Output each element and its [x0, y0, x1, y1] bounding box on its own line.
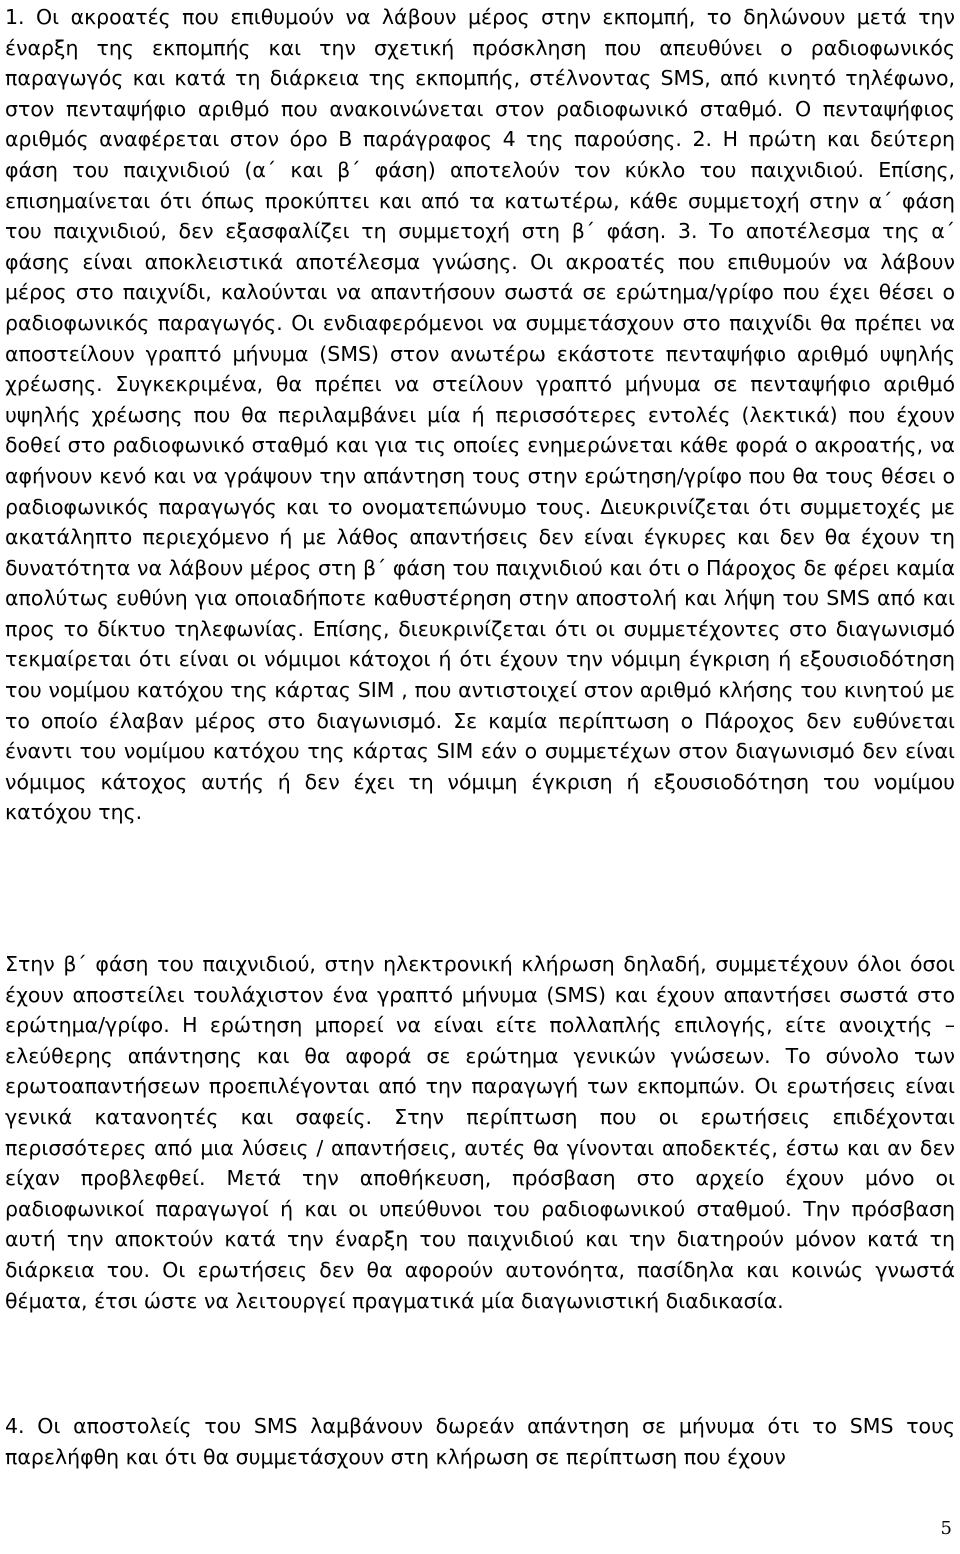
page-number: 5: [940, 1518, 952, 1539]
paragraph-rules-1-3: 1. Οι ακροατές που επιθυμούν να λάβουν μέρος στην εκπομπή, το δηλώνουν μετά την έναρξη της εκπομπής και την σχετική πρόσκληση που απευθύνει ο ραδιοφωνικός παραγωγός και κατά τη διάρκεια της εκπομπής, στέλνοντας SMS, από κινητό τηλέφωνο, στον πενταψήφιο αριθμό που ανακοινώνεται στον ραδιοφωνικό σταθμό. Ο πενταψήφιος αριθμός αναφέρεται στον όρο Β παράγραφος 4 της παρούσης. 2. Η πρώτη και δεύτερη φάση του παιχνιδιού (α΄ και β΄ φάση) αποτελούν τον κύκλο του παιχνιδιού. Επίσης, επισημαίνεται ότι όπως προκύπτει και από τα κατωτέρω, κάθε συμμετοχή στην α΄ φάση του παιχνιδιού, δεν εξασφαλίζει τη συμμετοχή στη β΄ φάση. 3. Το αποτέλεσμα της α΄ φάσης είναι αποκλειστικά αποτέλεσμα γνώσης. Οι ακροατές που επιθυμούν να λάβουν μέρος στο παιχνίδι, καλούνται να απαντήσουν σωστά σε ερώτημα/γρίφο που έχει θέσει ο ραδιοφωνικός παραγωγός. Οι ενδιαφερόμενοι να συμμετάσχουν στο παιχνίδι θα πρέπει να αποστείλουν γραπτό μήνυμα (SMS) στον ανωτέρω εκάστοτε πενταψήφιο αριθμό υψηλής χρέωσης. Συγκεκριμένα, θα πρέπει να στείλουν γραπτό μήνυμα σε πενταψήφιο αριθμό υψηλής χρέωσης που θα περιλαμβάνει μία ή περισσότερες εντολές (λεκτικά) που έχουν δοθεί στο ραδιοφωνικό σταθμό και για τις οποίες ενημερώνεται κάθε φορά ο ακροατής, να αφήνουν κενό και να γράψουν την απάντηση τους στην ερώτηση/γρίφο που θα τους θέσει ο ραδιοφωνικός παραγωγός και το ονοματεπώνυμο τους. Διευκρινίζεται ότι συμμετοχές με ακατάληπτο περιεχόμενο ή με λάθος απαντήσεις δεν είναι έγκυρες και δεν θα έχουν τη δυνατότητα να λάβουν μέρος στη β΄ φάση του παιχνιδιού και ότι ο Πάροχος δε φέρει καμία απολύτως ευθύνη για οποιαδήποτε καθυστέρηση στην αποστολή και λήψη του SMS από και προς το δίκτυο τηλεφωνίας. Επίσης, διευκρινίζεται ότι οι συμμετέχοντες στο διαγωνισμό τεκμαίρεται ότι είναι οι νόμιμοι κάτοχοι ή ότι έχουν την νόμιμη έγκριση ή εξουσιοδότηση του νομίμου κατόχου της κάρτας SIM , που αντιστοιχεί στον αριθμό κλήσης του κινητού με το οποίο έλαβαν μέρος στο διαγωνισμό. Σε καμία περίπτωση ο Πάροχος δεν ευθύνεται έναντι του νομίμου κατόχου της κάρτας SIM εάν ο συμμετέχων στον διαγωνισμό δεν είναι νόμιμος κάτοχος αυτής ή δεν έχει τη νόμιμη έγκριση ή εξουσιοδότηση του νομίμου κατόχου της.: [5, 5, 955, 825]
paragraph-phase-b: Στην β΄ φάση του παιχνιδιού, στην ηλεκτρονική κλήρωση δηλαδή, συμμετέχουν όλοι όσοι έχουν αποστείλει τουλάχιστον ένα γραπτό μήνυμα (SMS) και έχουν απαντήσει σωστά στο ερώτημα/γρίφο. Η ερώτηση μπορεί να είναι είτε πολλαπλής επιλογής, είτε ανοιχτής – ελεύθερης απάντησης και θα αφορά σε ερώτημα γενικών γνώσεων. Το σύνολο των ερωτοαπαντήσεων προεπιλέγονται από την παραγωγή των εκπομπών. Οι ερωτήσεις είναι γενικά κατανοητές και σαφείς. Στην περίπτωση που οι ερωτήσεις επιδέχονται περισσότερες από μια λύσεις / απαντήσεις, αυτές θα γίνονται αποδεκτές, έστω και αν δεν είχαν προβλεφθεί. Μετά την αποθήκευση, πρόσβαση στο αρχείο έχουν μόνο οι ραδιοφωνικοί παραγωγοί ή και οι υπεύθυνοι του ραδιοφωνικού σταθμού. Την πρόσβαση αυτή την αποκτούν κατά την έναρξη του παιχνιδιού και την διατηρούν μόνον κατά τη διάρκεια του. Οι ερωτήσεις δεν θα αφορούν αυτονόητα, πασίδηλα και κοινώς γνωστά θέματα, έτσι ώστε να λειτουργεί πραγματικά μία διαγωνιστική διαδικασία.: [5, 952, 955, 1313]
paragraph-rule-4: 4. Οι αποστολείς του SMS λαμβάνουν δωρεάν απάντηση σε μήνυμα ότι το SMS τους παρελήφθη και ότι θα συμμετάσχουν στη κλήρωση σε περίπτωση που έχουν: [5, 1414, 955, 1469]
